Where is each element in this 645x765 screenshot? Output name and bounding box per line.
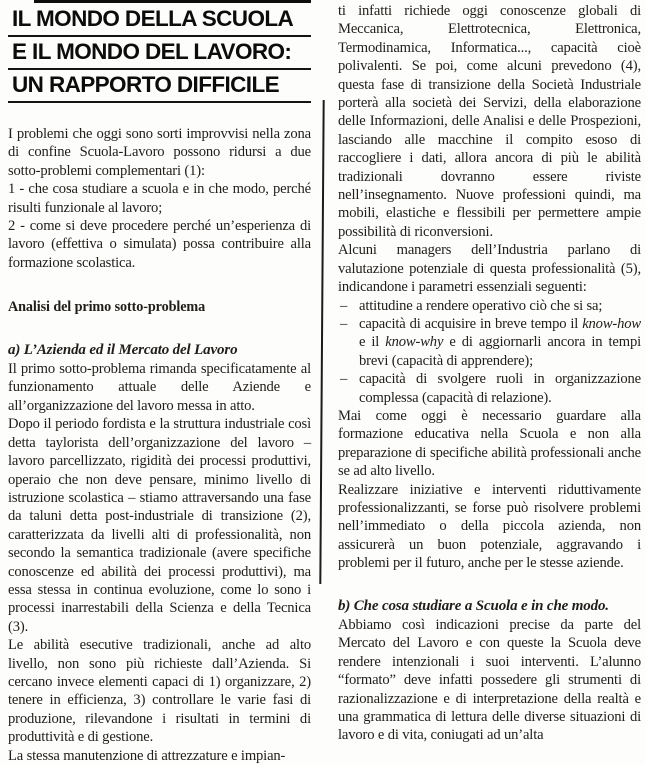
numbered-item-1: 1 - che cosa studiare a scuola e in che modo, perché risulti funzionale al lavoro; xyxy=(8,181,311,216)
list-item xyxy=(338,315,641,370)
column-divider xyxy=(319,100,324,584)
paragraph: La stessa manutenzione di attrezzature e impian- xyxy=(8,747,286,764)
italic-term: know-how xyxy=(582,315,641,332)
bullet-dash: – xyxy=(340,297,348,314)
right-column-text xyxy=(338,2,641,745)
article-title xyxy=(8,0,311,103)
paragraph: Il primo sotto-problema rimanda specificatamente al funzionamento attuale delle Aziende e all’organizzazione del lavoro messa in atto. xyxy=(8,361,311,414)
bullet-dash: – xyxy=(340,315,348,332)
list-item-text: capacità di svolgere ruoli in organizzazione complessa (capacità di relazione). xyxy=(359,371,641,406)
intro-paragraph: I problemi che oggi sono sorti improvvisi nella zona di confine Scuola-Lavoro possono ridursi a due sotto-problemi complementari (1): xyxy=(8,126,311,179)
article-title-line-3: UN RAPPORTO DIFFICILE xyxy=(8,70,311,103)
left-column xyxy=(8,0,311,764)
section-heading: Analisi del primo sotto-problema xyxy=(8,299,206,316)
paragraph: Realizzare iniziative e interventi riduttivamente professionalizzanti, se forse può risolvere problemi nell’immediato o della piccola azienda, non assicurerà un buon potenziale, aggravando i problemi per il futuro, anche per le stesse aziende. xyxy=(338,481,641,572)
article-title-line-2: E IL MONDO DEL LAVORO: xyxy=(8,37,311,70)
paragraph: Mai come oggi è necessario guardare alla formazione educativa nella Scuola e non alla preparazione di specifiche abilità professionali anche se ad alto livello. xyxy=(338,407,641,480)
title-top-rule xyxy=(34,0,311,3)
numbered-item-2: 2 - come si deve procedere perché un’esperienza di lavoro (effettiva o simulata) possa contribuire alla formazione scolastica. xyxy=(8,218,311,271)
paragraph: Alcuni managers dell’Industria parlano di valutazione potenziale di questa professionalità (5), indicandone i parametri essenziali seguenti: xyxy=(338,242,641,296)
left-column-text xyxy=(8,125,311,765)
list-item-text: attitudine a rendere operativo ciò che si sa; xyxy=(359,297,603,314)
list-item xyxy=(338,297,641,315)
paragraph: Le abilità esecutive tradizionali, anche ad alto livello, non sono più richieste dall’Azienda. Si cercano invece elementi capaci di 1) organizzare, 2) tenere in efficienza, 3) controllare le varie fasi di produzione, rilevandone i risultati in termini di produttività e di gestione. xyxy=(8,637,311,746)
right-column xyxy=(338,0,641,744)
list-item xyxy=(338,370,641,407)
paragraph: Abbiamo così indicazioni precise da parte del Mercato del Lavoro e con queste la Scuola deve rendere intenzionali i suoi interventi. L’alunno “formato” deve infatti possedere gli strumenti di razionalizzazione e di interpretazione della realtà e una grammatica di lettura delle diverse situazioni di lavoro e di vita, coniugati ad un’alta xyxy=(338,617,641,744)
subsection-heading-a: a) L’Azienda ed il Mercato del Lavoro xyxy=(8,341,238,358)
italic-term: know-why xyxy=(385,334,444,351)
paragraph: ti infatti richiede oggi conoscenze globali di Meccanica, Elettrotecnica, Elettronica, Termodinamica, Informatica..., capacità cioè polivalenti. Se poi, come alcuni prevedono (4), questa fase di transizione della Società Industriale porterà alla società dei Servizi, della elaborazione delle Informazioni, delle Analisi e delle Prospezioni, lasciando alle macchine il compito esoso di raccogliere i dati, allora ancora di più le abilità tradizionali dovranno essere riviste nell’insegnamento. Nuove professioni quindi, ma mobili, elastiche e flessibili per permettere ampie possibilità di riconversioni. xyxy=(338,3,641,240)
subsection-heading-b: b) Che cosa studiare a Scuola e in che modo. xyxy=(338,597,609,614)
article-title-line-1: IL MONDO DELLA SCUOLA xyxy=(8,4,311,37)
list-item-text: capacità di acquisire in breve tempo il know-how e il know-why e di aggiornarli ancora in tempi brevi (capacità di apprendere); xyxy=(359,315,641,369)
paragraph: Dopo il periodo fordista e la struttura industriale così detta taylorista dell’organizzazione del lavoro – lavoro parcellizzato, rigidità dei processi produttivi, operaio che non deve pensare, minimo livello di istruzione scolastica – stiamo attraversando una fase da taluni detta post-industriale di transizione (2), caratterizzata da livelli alti di professionalità, non secondo la semantica tradizionale (avere specifiche conoscenze ed abilità dei processi produttivi), ma essa stessa in continua evoluzione, come lo sono i processi inarrestabili della Scienza e della Tecnica (3). xyxy=(8,416,311,635)
bullet-dash: – xyxy=(340,371,348,388)
